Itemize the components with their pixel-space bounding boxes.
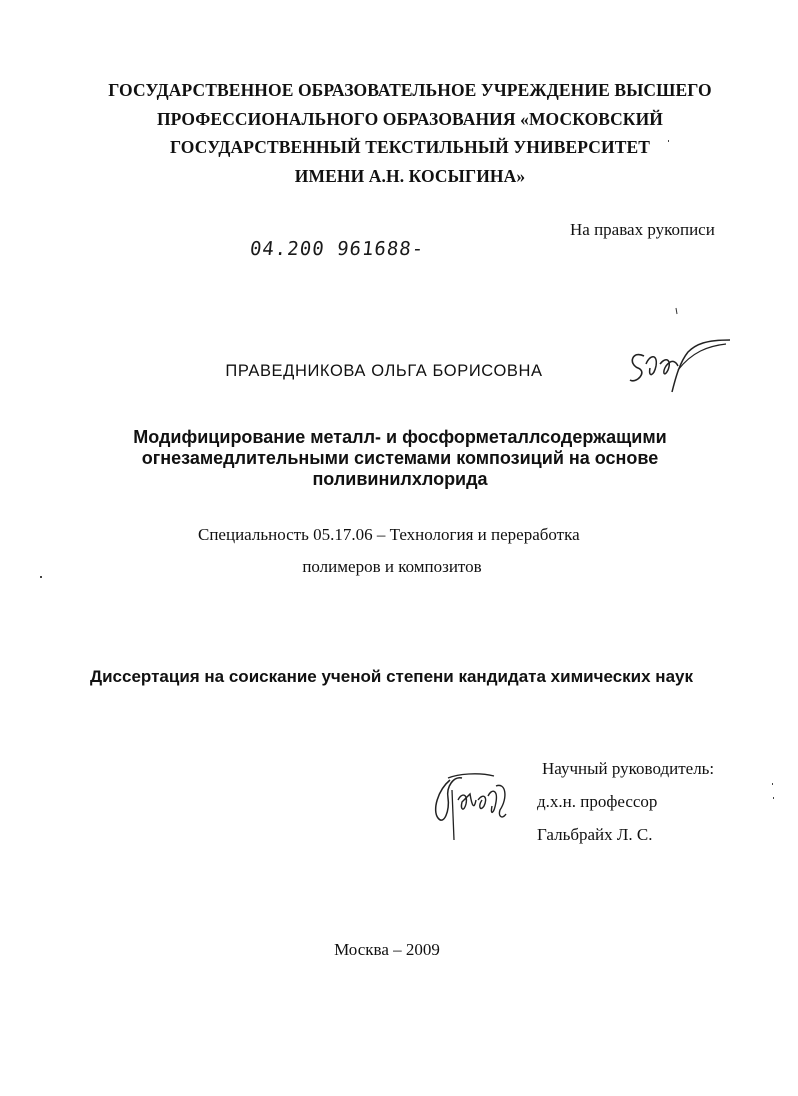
specialty-line-2: полимеров и композитов	[302, 557, 482, 576]
scan-speck	[40, 576, 42, 578]
institution-line: ПРОФЕССИОНАЛЬНОГО ОБРАЗОВАНИЯ «МОСКОВСКИЙ	[156, 108, 664, 129]
manuscript-rights-note: На правах рукописи	[570, 220, 715, 239]
supervisor-degree: д.х.н. профессор	[537, 792, 658, 811]
institution-line: ИМЕНИ А.Н. КОСЫГИНА»	[294, 165, 526, 186]
title-line: огнезамедлительными системами композиций на основе	[141, 448, 659, 468]
institution-line: ГОСУДАРСТВЕННЫЙ ТЕКСТИЛЬНЫЙ УНИВЕРСИТЕТ	[169, 137, 651, 157]
supervisor-signature	[428, 770, 528, 842]
scan-speck	[772, 783, 773, 785]
supervisor-label: Научный руководитель:	[542, 759, 715, 778]
title-line: поливинилхлорида	[312, 469, 488, 489]
author-signature	[622, 306, 742, 396]
institution-line: ГОСУДАРСТВЕННОЕ ОБРАЗОВАТЕЛЬНОЕ УЧРЕЖДЕНИЕ ВЫСШЕГО	[108, 80, 712, 100]
title-line: Модифицирование металл- и фосформеталлсодержащими	[133, 427, 667, 447]
supervisor-block	[537, 752, 714, 851]
author-name: ПРАВЕДНИКОВА ОЛЬГА БОРИСОВНА	[225, 362, 543, 380]
dissertation-degree-statement: Диссертация на соискание ученой степени кандидата химических наук	[90, 667, 693, 686]
institution-header	[60, 76, 760, 190]
supervisor-name: Гальбрайх Л. С.	[537, 825, 653, 844]
city-year: Москва – 2009	[334, 940, 440, 959]
specialty-line-1: Специальность 05.17.06 – Технология и переработка	[198, 525, 580, 544]
scan-speck	[773, 797, 774, 799]
registry-code: 04.200 961688-	[248, 238, 426, 260]
scan-speck	[668, 140, 669, 142]
dissertation-title	[100, 427, 700, 490]
